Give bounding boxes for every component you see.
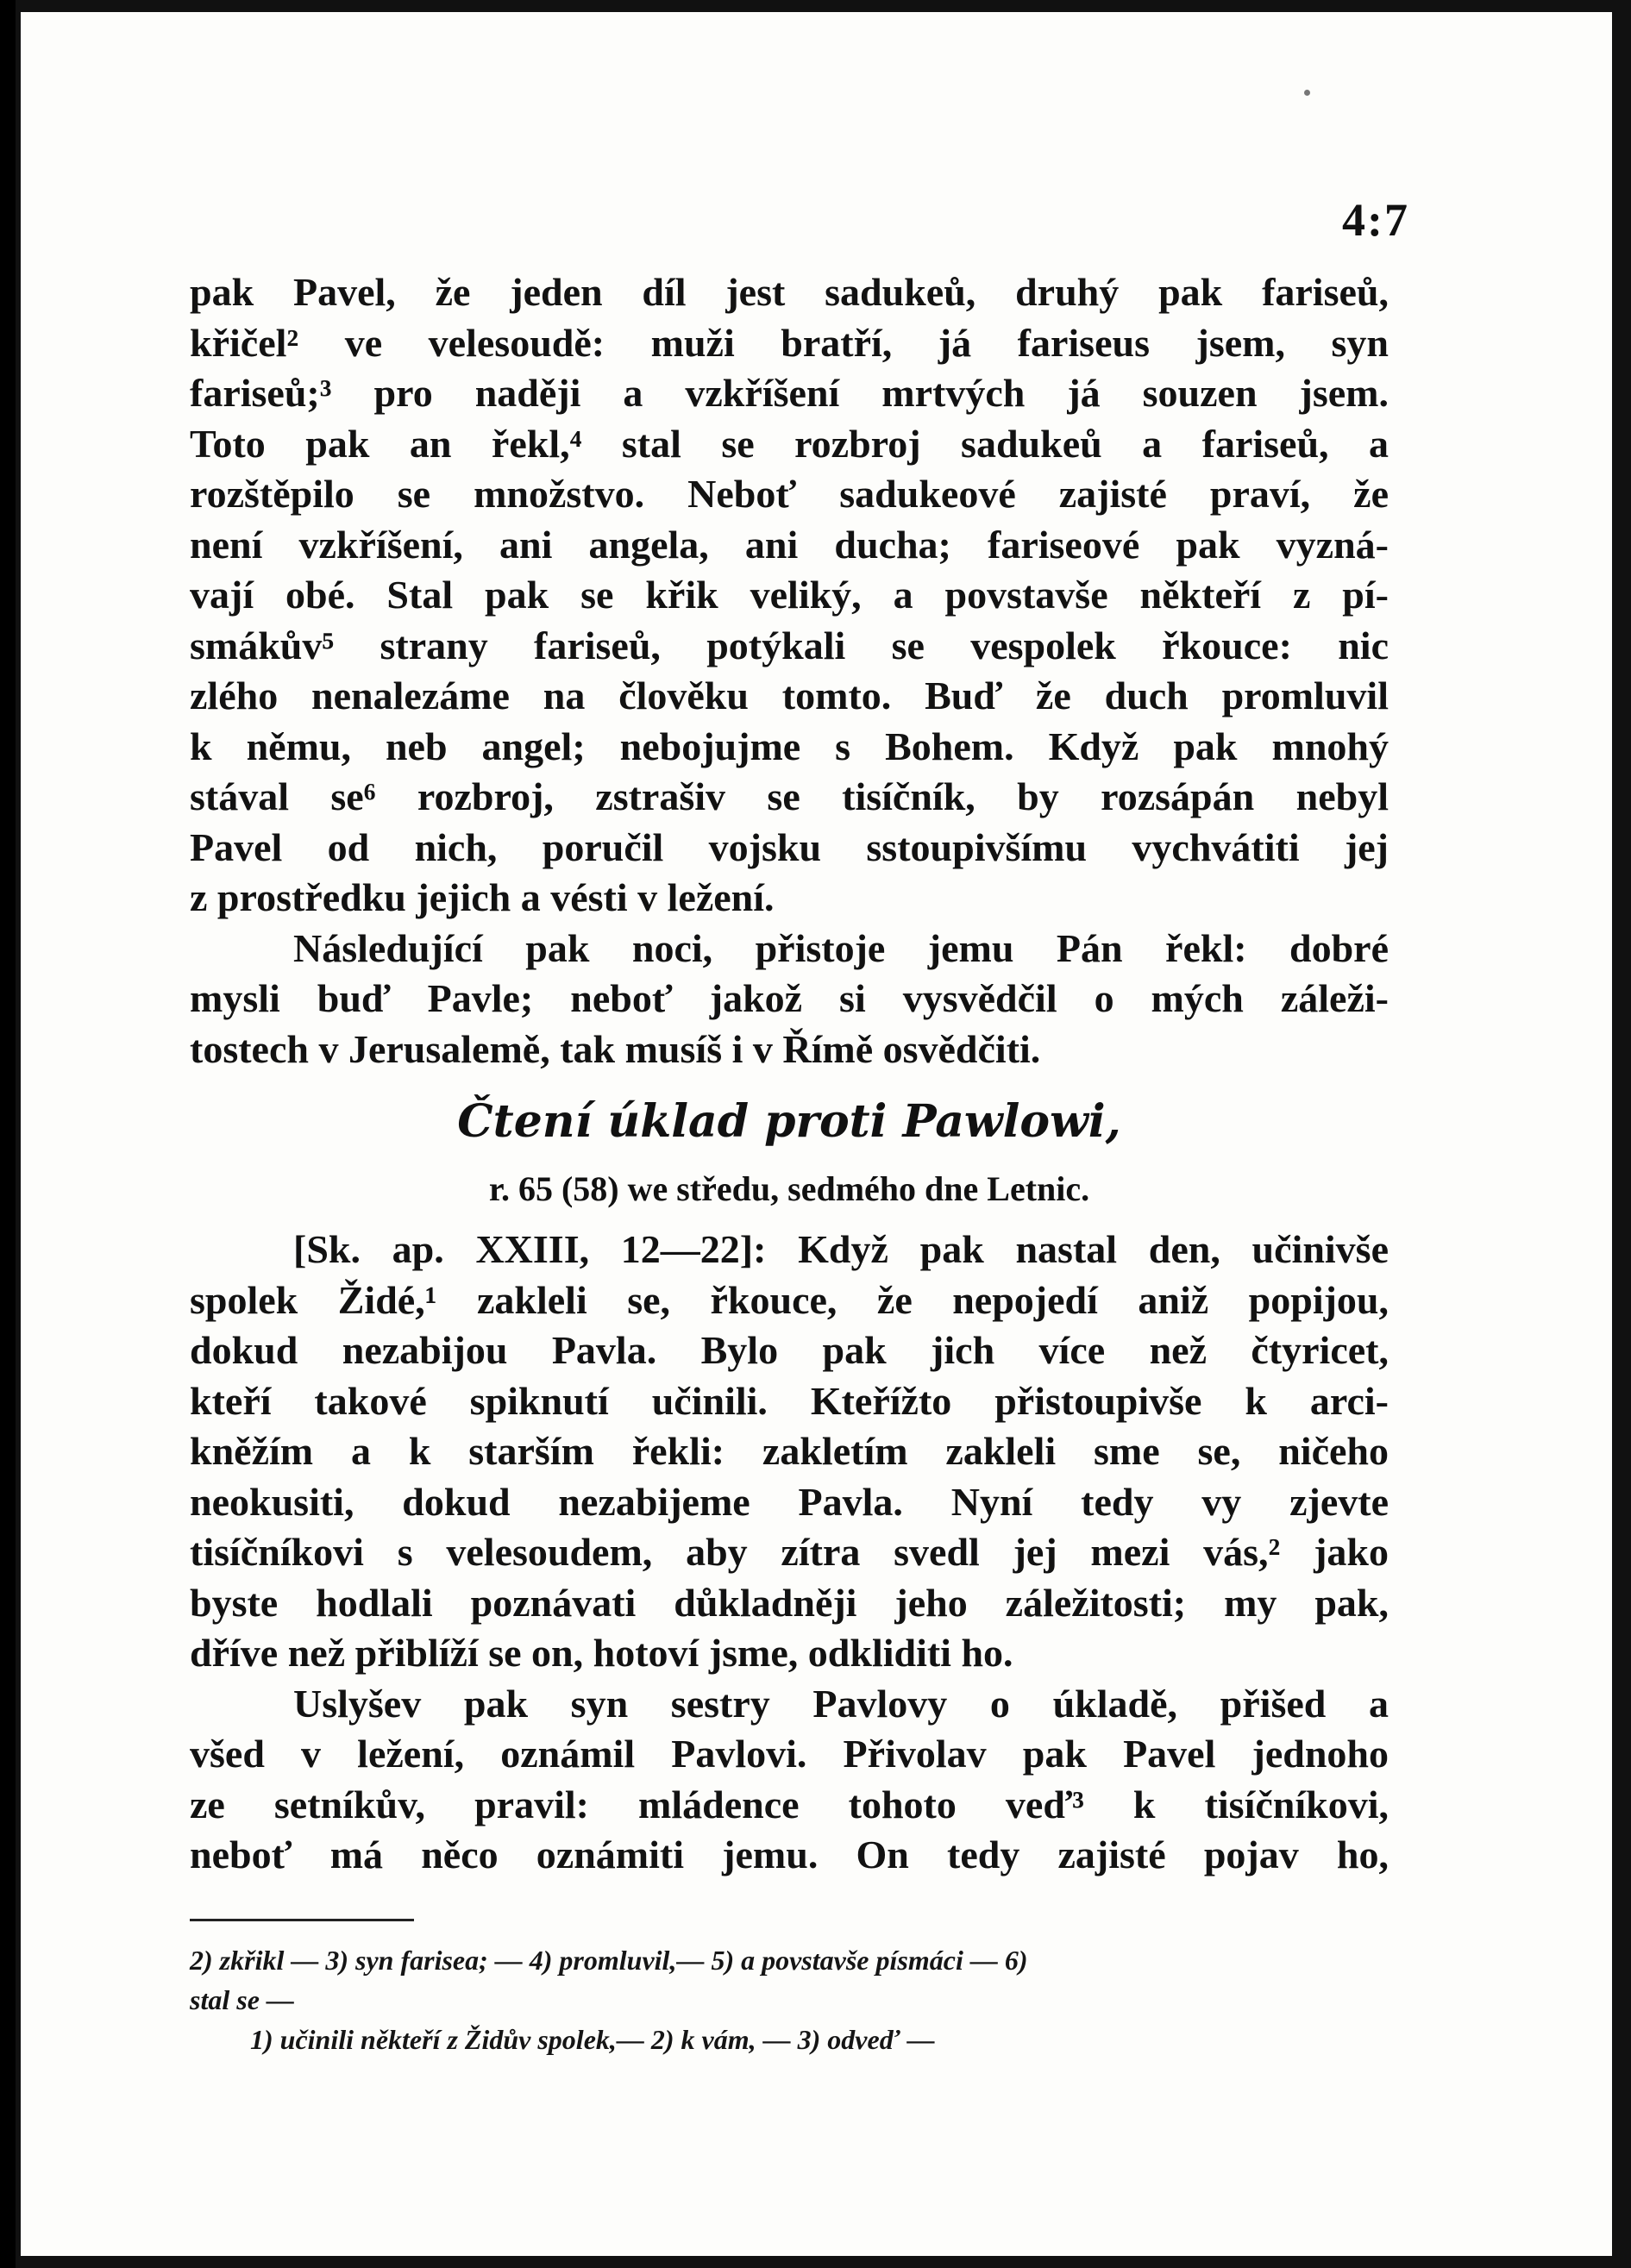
- text-line: z prostředku jejich a vésti v ležení.: [190, 875, 775, 919]
- footnotes: [190, 1940, 1389, 2059]
- text-line: zlého nenalezáme na člověku tomto. Buď že duch promluvil: [190, 674, 1389, 717]
- text-line: mysli buď Pavle; neboť jakož si vysvědčil o mých záleži-: [190, 976, 1389, 1020]
- text-line: stával se⁶ rozbroj, zstrašiv se tisíčník, by rozsápán nebyl: [190, 774, 1389, 818]
- text-line: kteří takové spiknutí učinili. Kteřížto přistoupivše k arci-: [190, 1378, 1389, 1423]
- text-line: kněžím a k starším řekli: zakletím zakleli sme se, ničeho: [190, 1429, 1389, 1473]
- text-line: byste hodlali poznávati důkladněji jeho záležitosti; my pak,: [190, 1580, 1389, 1625]
- footnote-rule: [190, 1919, 414, 1921]
- text-line: ze setníkův, pravil: mládence tohoto veď³ k tisíčníkovi,: [190, 1782, 1389, 1826]
- text-line: vají obé. Stal pak se křik veliký, a povstavše někteří z pí-: [190, 573, 1389, 617]
- text-line: fariseů;³ pro naději a vzkříšení mrtvých já souzen jsem.: [190, 371, 1389, 415]
- text-line: křičel² ve velesoudě: muži bratří, já fariseus jsem, syn: [190, 320, 1389, 365]
- footnote-line: 2) zkřikl — 3) syn farisea; — 4) promluvil,— 5) a povstavše písmáci — 6): [190, 1945, 1028, 1976]
- text-line: dříve než přiblíží se on, hotoví jsme, odkliditi ho.: [190, 1631, 1013, 1675]
- text-line: Uslyšev pak syn sestry Pavlovy o úkladě, přišed a: [293, 1681, 1389, 1726]
- footnote-line: stal se —: [190, 1984, 294, 2015]
- text-line: Pavel od nich, poručil vojsku sstoupivšímu vychvátiti jej: [190, 824, 1389, 869]
- scan-speck: [1304, 90, 1310, 96]
- section-subheading: r. 65 (58) we středu, sedmého dne Letnic.: [488, 1169, 1090, 1208]
- body-text-bottom: [190, 1225, 1389, 1881]
- text-line: neokusiti, dokud nezabijeme Pavla. Nyní tedy vy zjevte: [190, 1479, 1389, 1524]
- text-line: Následující pak noci, přistoje jemu Pán řekl: dobré: [293, 925, 1389, 970]
- page-number: 4:7: [1342, 194, 1409, 246]
- text-line: pak Pavel, že jeden díl jest sadukeů, druhý pak fariseů,: [190, 270, 1389, 314]
- text-line: [Sk. ap. XXIII, 12—22]: Když pak nastal den, učinivše: [293, 1227, 1389, 1271]
- section-heading: Čtení úklad proti Pawlowi,: [457, 1095, 1121, 1148]
- body-text-top: [190, 267, 1389, 1074]
- text-line: dokud nezabijou Pavla. Bylo pak jich více než čtyricet,: [190, 1328, 1389, 1372]
- text-line: k němu, neb angel; nebojujme s Bohem. Když pak mnohý: [190, 724, 1389, 768]
- book-spine-edge: [0, 0, 16, 2268]
- text-line: Toto pak an řekl,⁴ stal se rozbroj sadukeů a fariseů, a: [190, 421, 1389, 466]
- text-line: smákův⁵ strany fariseů, potýkali se vespolek řkouce: nic: [190, 623, 1389, 667]
- text-line: spolek Židé,¹ zakleli se, řkouce, že nepojedí aniž popijou,: [190, 1277, 1389, 1322]
- text-line: není vzkříšení, ani angela, ani ducha; fariseové pak vyzná-: [190, 522, 1389, 567]
- text-line: všed v ležení, oznámil Pavlovi. Přivolav pak Pavel jednoho: [190, 1732, 1389, 1776]
- text-line: neboť má něco oznámiti jemu. On tedy zajisté pojav ho,: [190, 1833, 1389, 1876]
- text-line: rozštěpilo se množstvo. Neboť sadukeové zajisté praví, že: [190, 472, 1389, 516]
- text-line: tisíčníkovi s velesoudem, aby zítra svedl jej mezi vás,² jako: [190, 1530, 1389, 1574]
- footnote-line: 1) učinili někteří z Židův spolek,— 2) k vám, — 3) odveď —: [250, 2024, 935, 2055]
- text-line: tostech v Jerusalemě, tak musíš i v Římě osvědčiti.: [190, 1026, 1041, 1071]
